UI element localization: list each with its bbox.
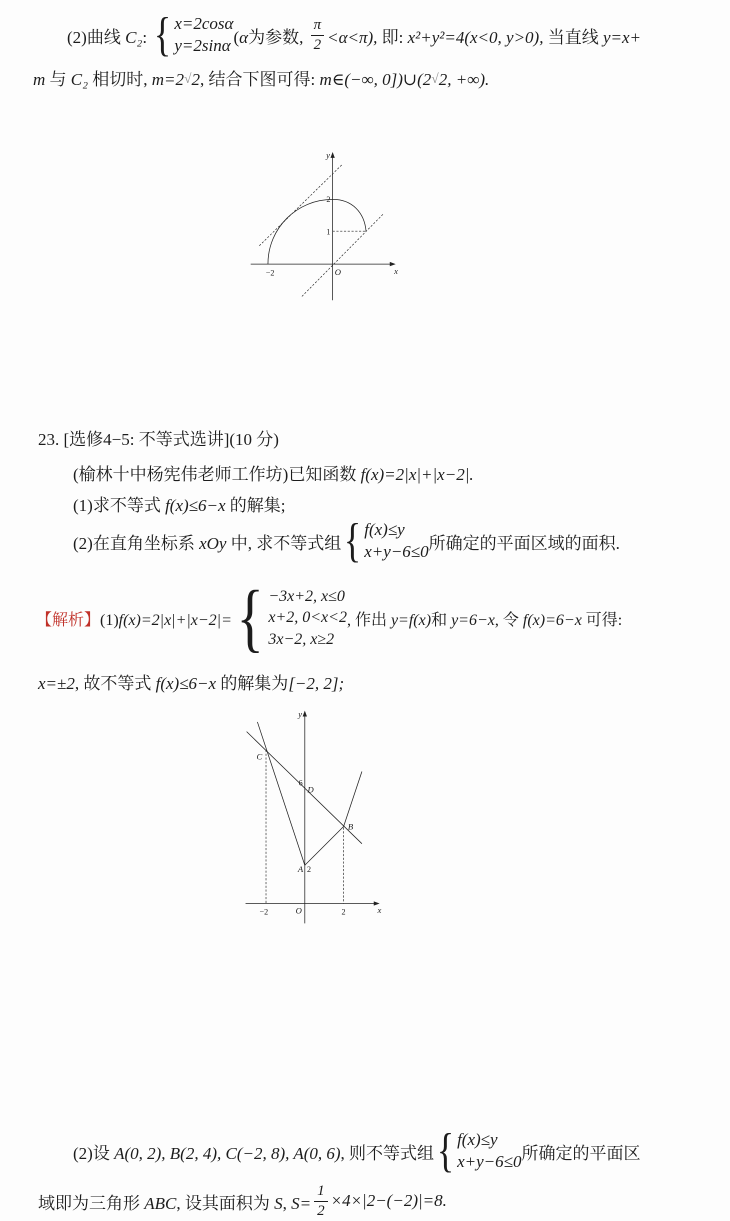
area-post-text: ×4×|2−(−2)|=8.: [330, 1191, 447, 1210]
parameter-note: (α为参数,: [233, 27, 308, 47]
intro-line-2: [33, 64, 489, 90]
fig2-point-C-label: C: [256, 751, 263, 762]
fig1-y-label: y: [326, 149, 330, 160]
fig1-tick-neg2: −2: [265, 268, 275, 278]
system-row: x+y−6≤0: [457, 1152, 522, 1171]
fig1-tick-2: 2: [326, 195, 331, 205]
figure-semicircle: [248, 108, 538, 404]
y-axis-arrow: [330, 152, 334, 158]
fig1-origin-label: O: [334, 266, 342, 277]
inequality-system: [434, 1129, 521, 1174]
solution-set-text: x=±2, 故不等式 f(x)≤6−x 的解集为[−2, 2];: [38, 673, 345, 693]
part2-pre-text: (2)在直角坐标系 xOy 中, 求不等式组: [73, 533, 342, 553]
fig1-tick-1: 1: [326, 227, 331, 237]
fig2-tick-2: 2: [341, 907, 346, 917]
fraction-denominator: 2: [313, 36, 322, 53]
line-3x-minus-2: [344, 772, 362, 827]
piecewise-row: { −3x+2, x≤0: [268, 588, 345, 606]
fig2-origin-label: O: [295, 905, 302, 916]
solution-line-2: [38, 668, 344, 694]
system-row: { f(x)≤y: [457, 1129, 498, 1149]
fig1-x-label: x: [394, 265, 398, 276]
figure-triangle-region: [238, 703, 530, 1118]
question-23-part2: [73, 515, 620, 567]
fig2-value-2: 2: [306, 865, 312, 875]
points-list-text: (2)设 A(0, 2), B(2, 4), C(−2, 8), A(0, 6), 则不等式组: [73, 1143, 435, 1163]
question-title-text: 23. [选修4−5: 不等式选讲](10 分): [38, 429, 279, 449]
tangency-result-text: m 与 C₂ 相切时, m=2√2, 结合下图可得: m∈(−∞, 0])∪(2√2, +∞).: [33, 69, 490, 89]
fraction-numerator: 1: [314, 1183, 328, 1202]
fig2-y-label: y: [298, 709, 303, 720]
area-pre-text: 域即为三角形 ABC, 设其面积为 S, S=: [38, 1193, 312, 1213]
parametric-system: [151, 13, 233, 58]
solution-head: [36, 577, 622, 659]
line-neg3x-plus-2: [257, 722, 304, 865]
fig2-x-label: x: [377, 905, 382, 916]
part1-text: (1)求不等式 f(x)≤6−x 的解集;: [73, 495, 286, 515]
solution-last-line: [38, 1181, 447, 1221]
semicircle-arc: [268, 199, 366, 264]
line-through-origin-dashed: [302, 214, 383, 296]
y-axis-arrow: [303, 711, 307, 717]
fraction-one-half: [314, 1183, 328, 1219]
system-row: x+y−6≤0: [364, 542, 429, 561]
system-row: y=2sinα: [174, 36, 231, 55]
piecewise-system: [232, 586, 347, 651]
line-6-minus-x: [247, 732, 362, 844]
fig2-point-A-label: A: [297, 864, 304, 875]
system-row: { f(x)≤y: [364, 519, 405, 539]
question-23-title: [38, 424, 279, 450]
source-and-function-text: (榆林十中杨宪伟老师工作坊)已知函数 f(x)=2|x|+|x−2|.: [73, 464, 474, 484]
fraction-denominator: 2: [317, 1202, 325, 1219]
piecewise-row: 3x−2, x≥2: [268, 630, 335, 648]
piecewise-row: x+2, 0<x<2: [268, 609, 347, 627]
analysis-label-and-eq: 【解析】(1)f(x)=2|x|+|x−2|=: [36, 611, 232, 629]
curve-c2-text: (2)曲线 C₂:: [67, 27, 152, 47]
solution-part2: [73, 1124, 640, 1178]
intro-line-1: [67, 10, 641, 60]
fraction-numerator: π: [311, 17, 325, 36]
part2-post-text: 所确定的平面区域的面积.: [428, 533, 620, 553]
inequality-system: [341, 519, 428, 564]
fig2-point-D-label: D: [307, 784, 314, 795]
fig2-value-6: 6: [298, 778, 303, 788]
question-23-source: [73, 459, 474, 485]
fig2-tick-neg2: −2: [259, 907, 269, 917]
segment-A-to-B: [305, 826, 344, 865]
solution-head-post-text: , 作出 y=f(x)和 y=6−x, 令 f(x)=6−x 可得:: [346, 611, 623, 629]
curve-equation-text: <α<π), 即: x²+y²=4(x<0, y>0), 当直线 y=x+: [327, 27, 642, 47]
fig2-point-B-label: B: [347, 821, 354, 832]
system-row: { x=2cosα: [174, 13, 234, 33]
fraction-pi-2: [311, 17, 325, 53]
solution-part2-post-text: 所确定的平面区: [521, 1143, 641, 1163]
question-23-part1: [73, 490, 286, 516]
